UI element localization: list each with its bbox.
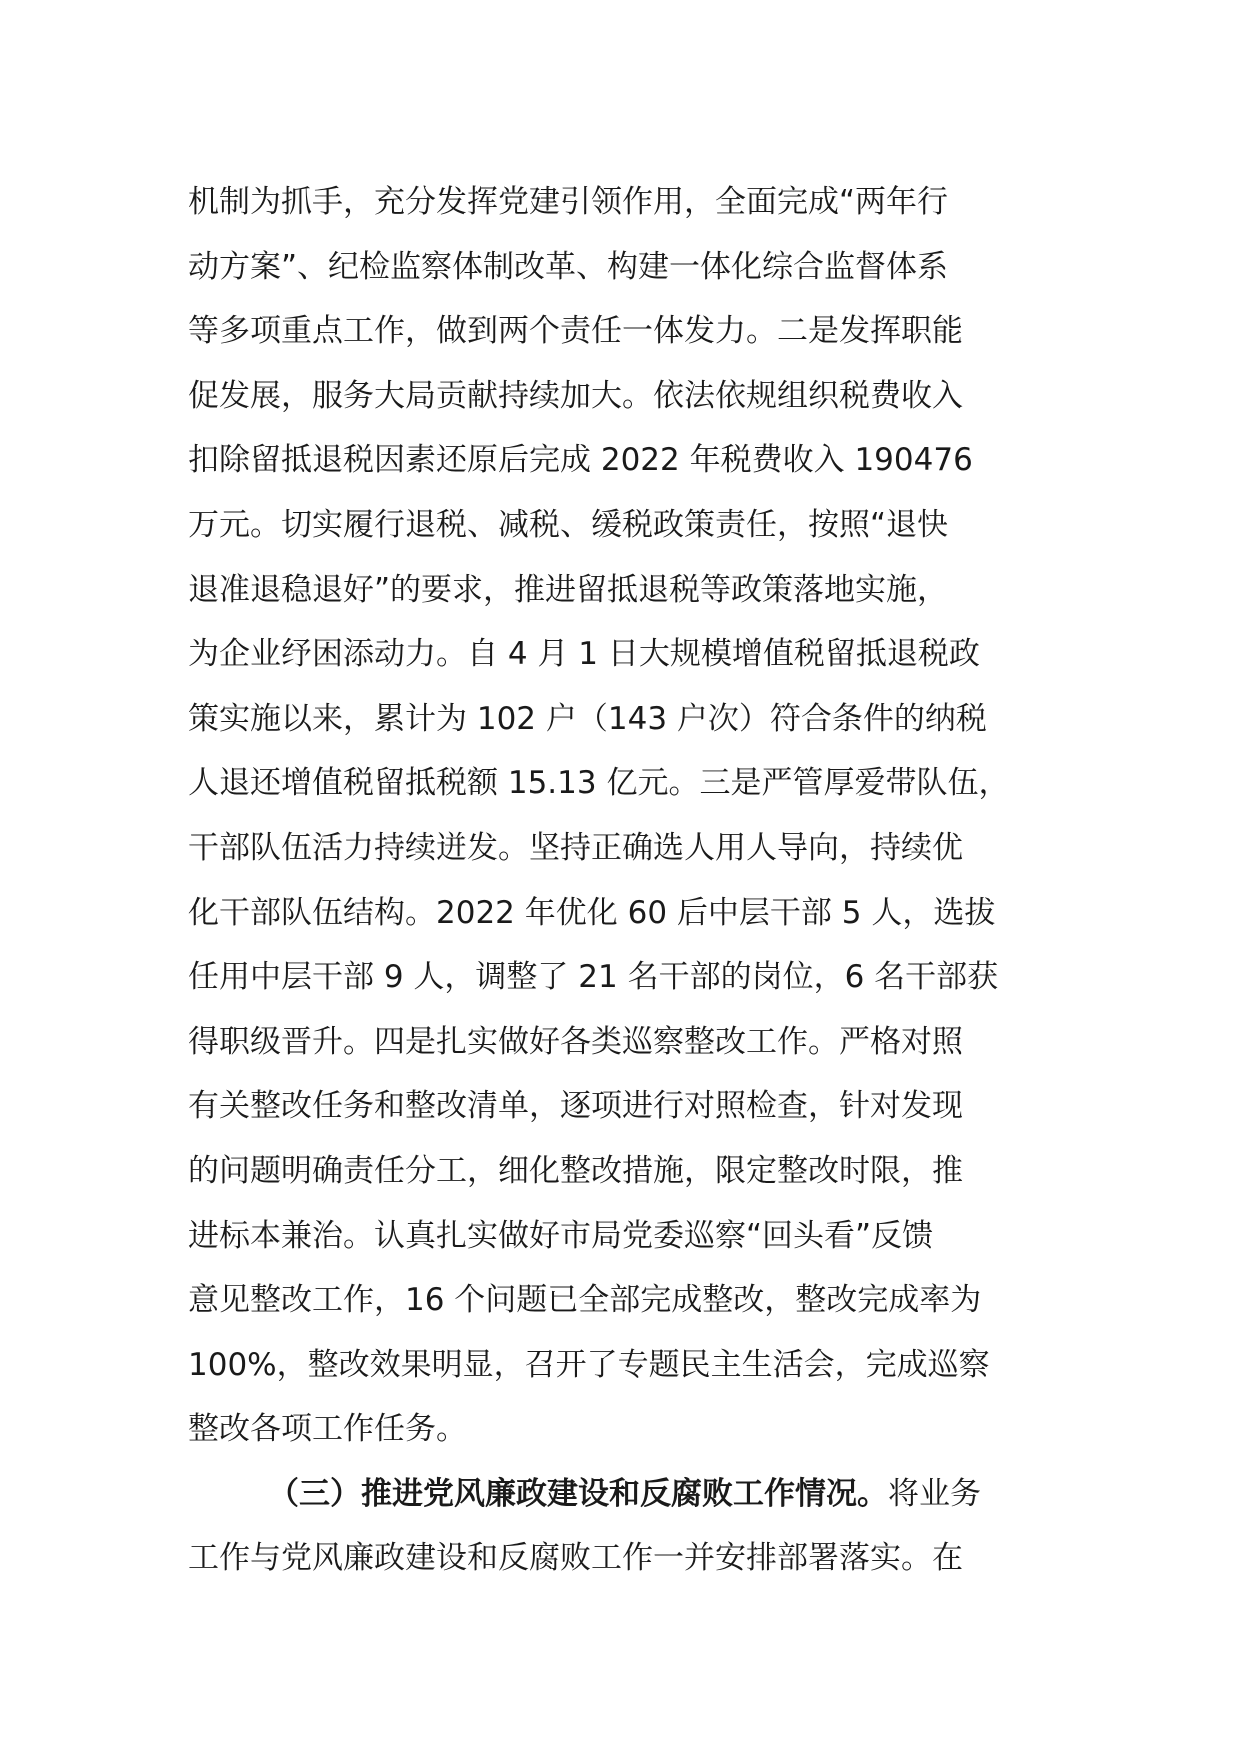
text-line: 进标本兼治。认真扎实做好市局党委巡察“回头看”反馈	[188, 1217, 934, 1254]
section-heading-continuation: 将业务	[888, 1475, 981, 1512]
text-line: 任用中层干部 9 人，调整了 21 名干部的岗位，6 名干部获	[188, 959, 999, 996]
text-line: 得职级晋升。四是扎实做好各类巡察整改工作。严格对照	[188, 1023, 963, 1060]
section-heading-line	[188, 1462, 1088, 1527]
text-line: 工作与党风廉政建设和反腐败工作一并安排部署落实。在	[188, 1540, 963, 1577]
text-line: 机制为抓手，充分发挥党建引领作用，全面完成“两年行	[188, 184, 949, 220]
text-line: 整改各项工作任务。	[188, 1411, 467, 1448]
section-heading: （三）推进党风廉政建设和反腐败工作情况。	[268, 1475, 888, 1512]
text-line: 促发展，服务大局贡献持续加大。依法依规组织税费收入	[188, 377, 963, 414]
text-line: 动方案”、纪检监察体制改革、构建一体化综合监督体系	[188, 248, 949, 285]
text-line: 人退还增值税留抵税额 15.13 亿元。三是严管厚爱带队伍，	[188, 765, 1010, 802]
text-line: 万元。切实履行退税、减税、缓税政策责任，按照“退快	[188, 506, 949, 543]
text-line: 退准退稳退好”的要求，推进留抵退税等政策落地实施，	[188, 571, 949, 608]
text-line: 化干部队伍结构。2022 年优化 60 后中层干部 5 人，选拔	[188, 894, 996, 931]
text-line: 等多项重点工作，做到两个责任一体发力。二是发挥职能	[188, 313, 963, 350]
text-line: 意见整改工作，16 个问题已全部完成整改，整改完成率为	[188, 1282, 982, 1319]
text-line: 扣除留抵退税因素还原后完成 2022 年税费收入 190476	[188, 442, 973, 479]
text-line: 的问题明确责任分工，细化整改措施，限定整改时限，推	[188, 1152, 963, 1189]
text-line: 干部队伍活力持续迸发。坚持正确选人用人导向，持续优	[188, 829, 963, 866]
text-line: 100%，整改效果明显，召开了专题民主生活会，完成巡察	[188, 1346, 990, 1383]
text-line: 有关整改任务和整改清单，逐项进行对照检查，针对发现	[188, 1088, 963, 1125]
text-line: 为企业纾困添动力。自 4 月 1 日大规模增值税留抵退税政	[188, 636, 980, 673]
body-text	[188, 170, 1088, 1591]
text-line: 策实施以来，累计为 102 户（143 户次）符合条件的纳税	[188, 700, 987, 737]
